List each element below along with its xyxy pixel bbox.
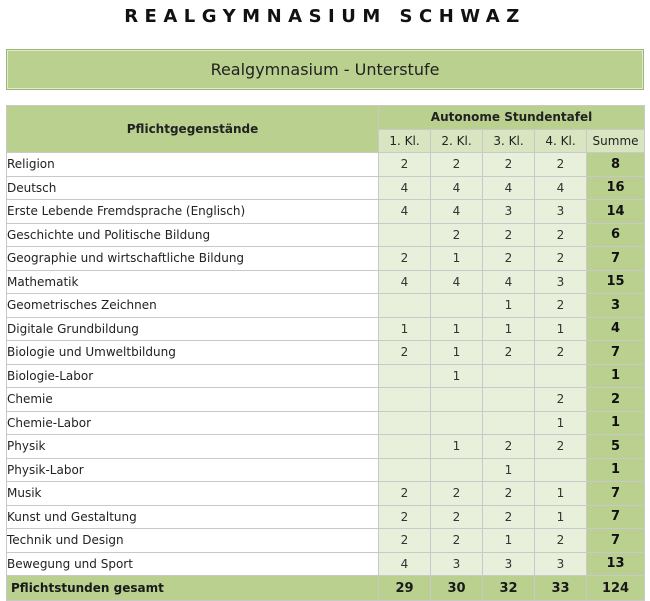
row-sum-cell: 13 xyxy=(587,552,645,576)
hours-cell: 2 xyxy=(431,505,483,529)
subject-cell: Geschichte und Politische Bildung xyxy=(7,223,379,247)
hours-cell: 2 xyxy=(535,341,587,365)
hours-cell: 2 xyxy=(483,482,535,506)
hours-cell: 1 xyxy=(431,435,483,459)
hours-cell: 1 xyxy=(535,482,587,506)
hours-cell xyxy=(483,411,535,435)
hours-cell: 4 xyxy=(483,176,535,200)
hours-cell: 1 xyxy=(483,529,535,553)
hours-cell: 2 xyxy=(483,153,535,177)
hours-cell xyxy=(379,388,431,412)
hours-cell: 1 xyxy=(535,505,587,529)
table-row xyxy=(7,529,645,553)
hours-cell: 2 xyxy=(483,435,535,459)
hours-cell xyxy=(379,223,431,247)
footer-class-total: 32 xyxy=(483,576,535,601)
subject-cell: Religion xyxy=(7,153,379,177)
class-column-header: 4. Kl. xyxy=(535,129,587,153)
table-row xyxy=(7,294,645,318)
hours-cell: 2 xyxy=(379,153,431,177)
subject-cell: Digitale Grundbildung xyxy=(7,317,379,341)
hours-cell: 4 xyxy=(379,270,431,294)
table-row xyxy=(7,411,645,435)
table-row xyxy=(7,435,645,459)
hours-cell: 2 xyxy=(535,529,587,553)
table-row xyxy=(7,482,645,506)
hours-cell: 2 xyxy=(535,153,587,177)
hours-cell: 1 xyxy=(535,317,587,341)
row-sum-cell: 14 xyxy=(587,200,645,224)
hours-cell: 3 xyxy=(535,552,587,576)
row-sum-cell: 7 xyxy=(587,341,645,365)
subject-cell: Technik und Design xyxy=(7,529,379,553)
timetable-body xyxy=(7,153,645,576)
hours-cell xyxy=(431,388,483,412)
class-column-header: 1. Kl. xyxy=(379,129,431,153)
subject-cell: Bewegung und Sport xyxy=(7,552,379,576)
hours-cell: 2 xyxy=(483,341,535,365)
hours-cell xyxy=(483,364,535,388)
hours-cell: 2 xyxy=(379,341,431,365)
table-row xyxy=(7,200,645,224)
hours-cell: 1 xyxy=(431,247,483,271)
hours-cell: 2 xyxy=(535,435,587,459)
subject-cell: Deutsch xyxy=(7,176,379,200)
row-sum-cell: 7 xyxy=(587,529,645,553)
hours-cell: 4 xyxy=(431,200,483,224)
row-sum-cell: 7 xyxy=(587,505,645,529)
footer-grand-total: 124 xyxy=(587,576,645,601)
subject-cell: Musik xyxy=(7,482,379,506)
hours-cell: 4 xyxy=(379,552,431,576)
hours-cell: 3 xyxy=(483,552,535,576)
hours-cell: 2 xyxy=(379,247,431,271)
row-sum-cell: 3 xyxy=(587,294,645,318)
hours-cell: 2 xyxy=(431,529,483,553)
hours-cell: 3 xyxy=(431,552,483,576)
hours-cell: 4 xyxy=(379,200,431,224)
row-sum-cell: 2 xyxy=(587,388,645,412)
row-sum-cell: 4 xyxy=(587,317,645,341)
hours-cell: 2 xyxy=(431,482,483,506)
hours-cell: 2 xyxy=(379,505,431,529)
table-row xyxy=(7,223,645,247)
hours-cell xyxy=(535,458,587,482)
table-row xyxy=(7,388,645,412)
hours-cell xyxy=(379,364,431,388)
class-column-header: 2. Kl. xyxy=(431,129,483,153)
footer-class-total: 33 xyxy=(535,576,587,601)
header-row-group xyxy=(7,106,645,130)
school-title: REALGYMNASIUM SCHWAZ xyxy=(124,6,526,27)
hours-cell: 2 xyxy=(535,294,587,318)
table-row xyxy=(7,505,645,529)
hours-cell: 2 xyxy=(483,223,535,247)
hours-cell: 1 xyxy=(483,458,535,482)
row-sum-cell: 7 xyxy=(587,482,645,506)
hours-cell: 1 xyxy=(379,317,431,341)
subject-cell: Geographie und wirtschaftliche Bildung xyxy=(7,247,379,271)
hours-cell: 2 xyxy=(379,529,431,553)
hours-cell: 1 xyxy=(431,317,483,341)
hours-cell: 2 xyxy=(535,388,587,412)
hours-cell: 1 xyxy=(431,364,483,388)
section-banner xyxy=(6,49,644,90)
hours-cell xyxy=(379,411,431,435)
row-sum-cell: 16 xyxy=(587,176,645,200)
subject-column-header: Pflichtgegenstände xyxy=(7,106,379,153)
hours-cell xyxy=(431,294,483,318)
hours-cell: 1 xyxy=(483,294,535,318)
hours-cell: 4 xyxy=(431,270,483,294)
hours-cell: 1 xyxy=(535,411,587,435)
hours-cell: 4 xyxy=(535,176,587,200)
table-row xyxy=(7,270,645,294)
footer-label: Pflichtstunden gesamt xyxy=(7,576,379,601)
subject-cell: Physik xyxy=(7,435,379,459)
subject-cell: Mathematik xyxy=(7,270,379,294)
hours-cell: 2 xyxy=(379,482,431,506)
class-column-header: 3. Kl. xyxy=(483,129,535,153)
table-row xyxy=(7,552,645,576)
subject-cell: Geometrisches Zeichnen xyxy=(7,294,379,318)
hours-cell xyxy=(379,458,431,482)
hours-cell: 2 xyxy=(431,153,483,177)
subject-cell: Kunst und Gestaltung xyxy=(7,505,379,529)
table-row xyxy=(7,341,645,365)
hours-cell: 4 xyxy=(431,176,483,200)
hours-cell: 2 xyxy=(483,505,535,529)
row-sum-cell: 7 xyxy=(587,247,645,271)
sum-column-header: Summe xyxy=(587,129,645,153)
row-sum-cell: 1 xyxy=(587,458,645,482)
hours-cell: 2 xyxy=(535,223,587,247)
hours-cell: 2 xyxy=(535,247,587,271)
hours-cell xyxy=(483,388,535,412)
subject-cell: Physik-Labor xyxy=(7,458,379,482)
row-sum-cell: 1 xyxy=(587,411,645,435)
hours-cell: 2 xyxy=(483,247,535,271)
hours-cell: 4 xyxy=(483,270,535,294)
footer-class-total: 30 xyxy=(431,576,483,601)
row-sum-cell: 5 xyxy=(587,435,645,459)
row-sum-cell: 8 xyxy=(587,153,645,177)
subject-cell: Chemie-Labor xyxy=(7,411,379,435)
footer-class-total: 29 xyxy=(379,576,431,601)
timetable xyxy=(6,105,645,601)
group-column-header: Autonome Stundentafel xyxy=(379,106,645,130)
subject-cell: Biologie und Umweltbildung xyxy=(7,341,379,365)
hours-cell: 3 xyxy=(483,200,535,224)
table-row xyxy=(7,317,645,341)
row-sum-cell: 1 xyxy=(587,364,645,388)
row-sum-cell: 6 xyxy=(587,223,645,247)
subject-cell: Chemie xyxy=(7,388,379,412)
hours-cell: 1 xyxy=(431,341,483,365)
table-row xyxy=(7,176,645,200)
row-sum-cell: 15 xyxy=(587,270,645,294)
hours-cell: 1 xyxy=(483,317,535,341)
hours-cell: 2 xyxy=(431,223,483,247)
hours-cell xyxy=(379,435,431,459)
table-row xyxy=(7,247,645,271)
table-row xyxy=(7,458,645,482)
subject-cell: Biologie-Labor xyxy=(7,364,379,388)
table-row xyxy=(7,364,645,388)
hours-cell: 3 xyxy=(535,270,587,294)
hours-cell: 3 xyxy=(535,200,587,224)
hours-cell xyxy=(431,411,483,435)
table-row xyxy=(7,153,645,177)
subject-cell: Erste Lebende Fremdsprache (Englisch) xyxy=(7,200,379,224)
hours-cell: 4 xyxy=(379,176,431,200)
hours-cell xyxy=(535,364,587,388)
section-banner-label: Realgymnasium - Unterstufe xyxy=(210,60,440,79)
hours-cell xyxy=(431,458,483,482)
hours-cell xyxy=(379,294,431,318)
